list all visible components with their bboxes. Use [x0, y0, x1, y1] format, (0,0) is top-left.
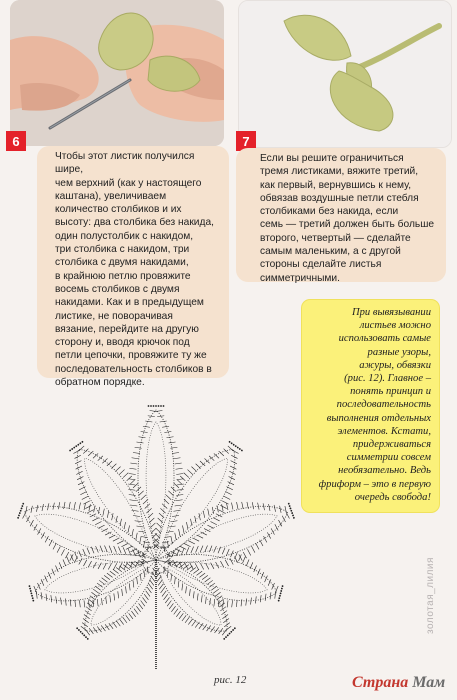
step7-photo	[238, 0, 452, 148]
step7-text: Если вы решите ограничиться тремя листиками, вяжите третий, как первый, вернувшись к нему, обвязав воздушные петли стебля столбиками без накида, если семь — третий должен быть больше второго, четвертый — сделайте самым маленьким, а с другой стороны сделайте листья симметричными.	[260, 153, 435, 284]
hands-crochet-image	[10, 0, 224, 146]
crochet-diagram	[6, 395, 306, 680]
watermark-text: золотая_лилия	[424, 556, 436, 634]
step6-photo	[10, 0, 224, 146]
logo-part2: Мам	[412, 674, 446, 691]
crochet-leaves-image	[239, 1, 451, 147]
step7-number: 7	[236, 131, 256, 151]
tip-note-box	[302, 300, 439, 512]
watermark	[410, 530, 450, 660]
tip-note-text: При вывязывании листьев можно использовать самые разные узоры, ажуры, обвязки (рис. 12). Главное – понять принцип и последовательность выполнения отдельных элементов. Кстати, придерживаться симметрии совсем необязательно. Ведь фриформ – это в первую очередь свобода!	[318, 307, 431, 503]
step6-number: 6	[6, 131, 26, 151]
figure-caption: рис. 12	[214, 674, 247, 686]
step7-text-box	[236, 148, 446, 282]
logo-part1: Страна	[352, 674, 409, 691]
diagram-petal	[138, 542, 249, 653]
leaf-chart-figure	[6, 395, 306, 680]
step6-text-box	[37, 146, 229, 389]
site-logo	[352, 674, 445, 692]
step6-text: Чтобы этот листик получился шире, чем верхний (как у настоящего каштана), увеличиваем количество столбиков и их высоту: два столбика без накида, один полустолбик с накидом, три столбика с накидом, три столбика с двумя накидами, в крайнюю петлю провяжите восемь столбиков с двумя накидами. Как и в предыдущем листике, не поворачивая вязание, перейдите на другую сторону и, вводя крючок под петли цепочки, провяжите ту же последовательность столбиков в обратном порядке.	[55, 151, 214, 389]
